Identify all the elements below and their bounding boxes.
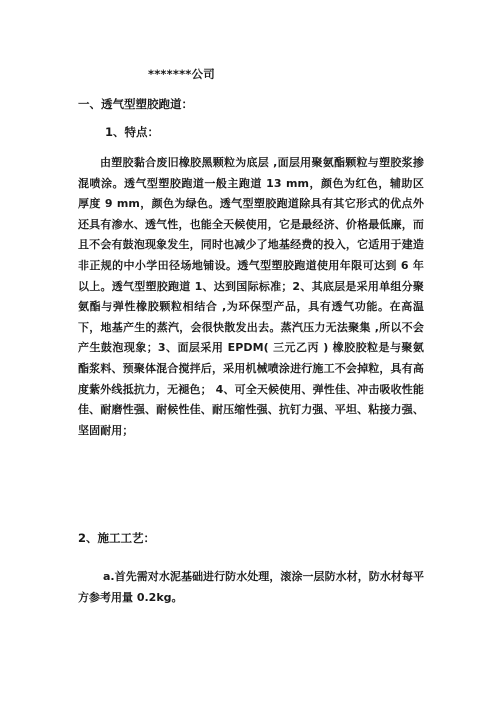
features-paragraph: 由塑胶黏合废旧橡胶黑颗粒为底层 ,面层用聚氨酯颗粒与塑胶浆掺混喷涂。透气型塑胶跑道一般主跑道 13 mm，颜色为红色，辅助区厚度 9 mm，颜色为绿色。透气型塑胶跑道除具有其它形式的优点外还具有渗水、透气性，也能全天候使用，它是最经济、价格最低廉，而且不会有鼓泡现象发生，同时也减少了地基经费的投入，它适用于建造非正规的中小学田径场地铺设。透气型塑胶跑道使用年限可达到 6 年以上。透气型塑胶跑道 1、达到国际标准；2、其底层是采用单组分聚氨酯与弹性橡胶颗粒相结合 ,为环保型产品，具有透气功能。在高温下，地基产生的蒸汽，会很快散发出去。蒸汽压力无法聚集 ,所以不会产生鼓泡现象；3、面层采用 EPDM( 三元乙丙 ) 橡胶胶粒是与聚氨酯浆料、预聚体混合搅拌后，采用机械喷涂进行施工不会掉粒，具有高度紫外线抵抗力，无褪色； 4、可全天候使用、弹性佳、冲击吸收性能佳、耐磨性强、耐候性佳、耐压缩性强、抗钉力强、平坦、粘接力强、坚固耐用； bbox=[78, 156, 424, 437]
construction-paragraph: a.首先需对水泥基础进行防水处理，滚涂一层防水材，防水材每平方参考用量 0.2kg。 bbox=[78, 570, 424, 604]
section-heading-construction: 2、施工工艺： bbox=[78, 531, 156, 545]
subheading-features: 1、特点： bbox=[105, 125, 160, 139]
section-heading-track: 一、透气型塑胶跑道： bbox=[78, 97, 193, 111]
company-name: *******公司 bbox=[148, 67, 215, 81]
